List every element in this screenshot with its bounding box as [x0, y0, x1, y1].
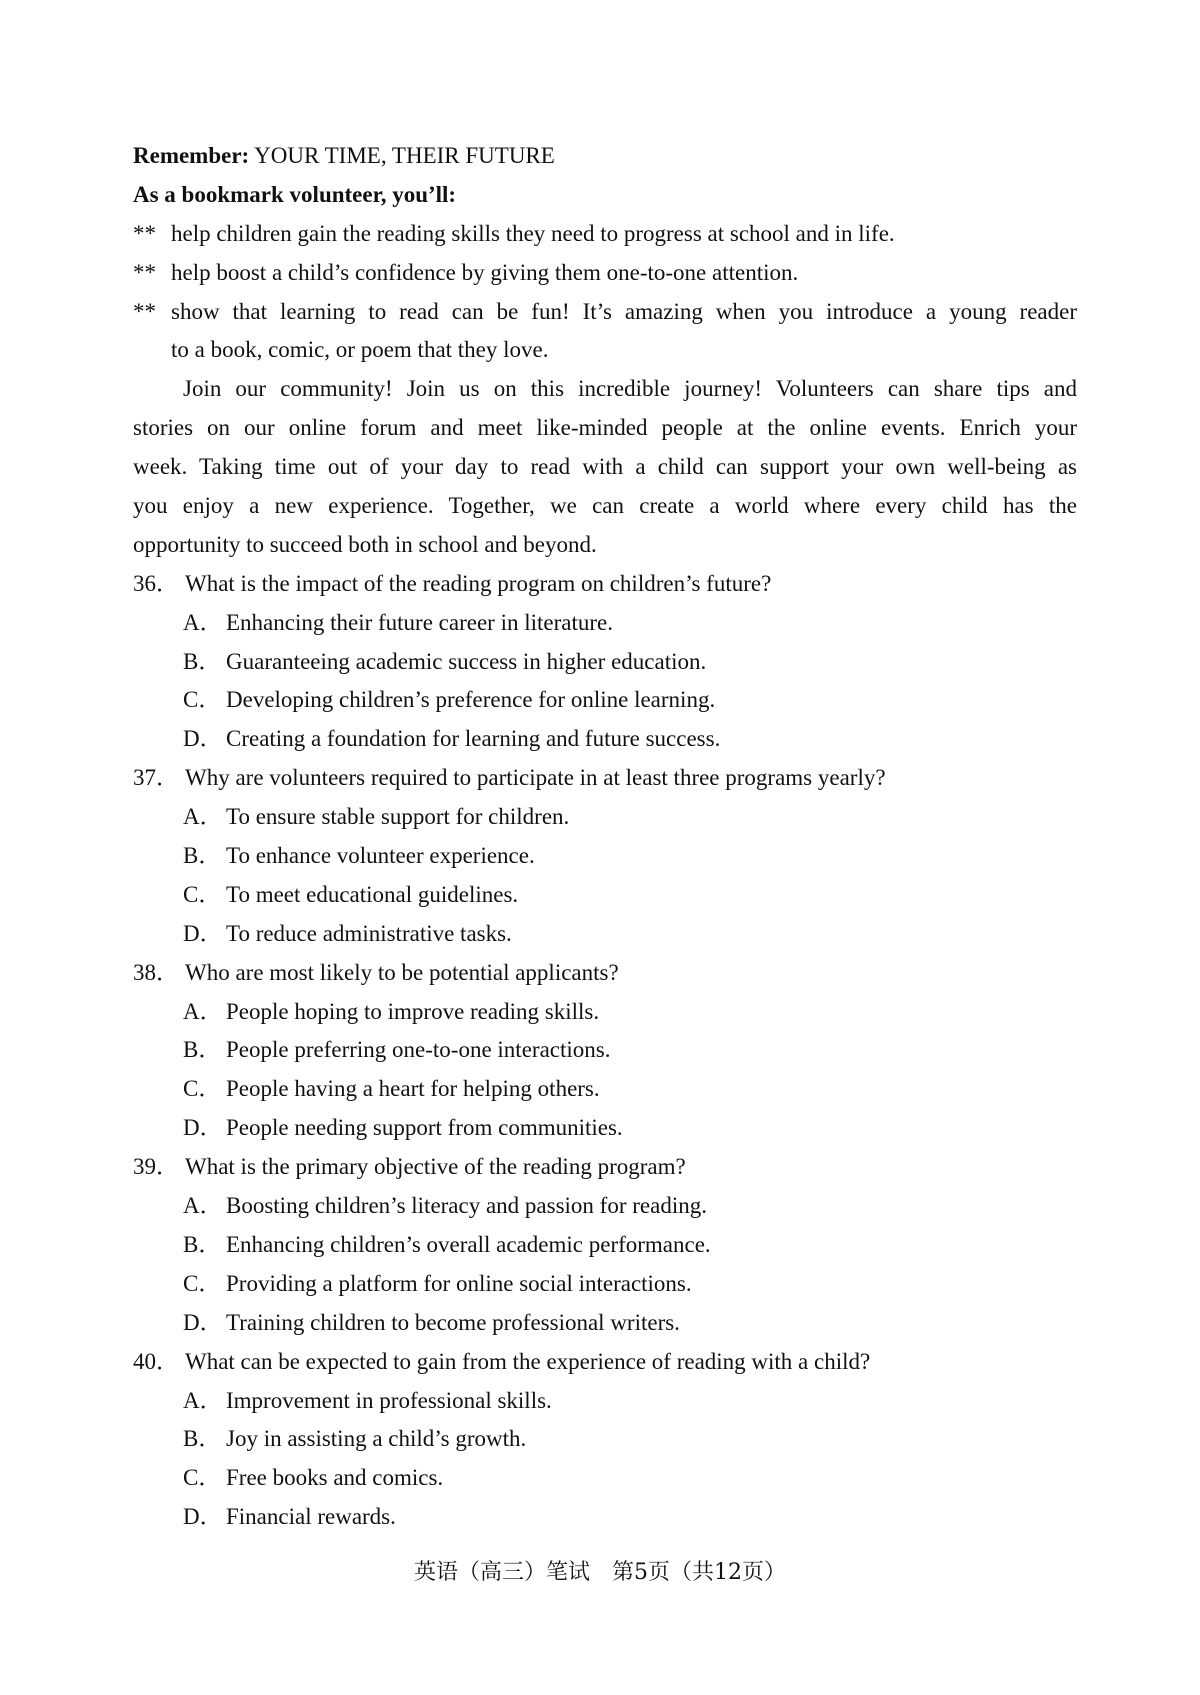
- option-39-b[interactable]: [133, 1226, 1077, 1265]
- option-letter: A．: [183, 609, 223, 635]
- option-37-a[interactable]: [133, 798, 1077, 837]
- option-letter: D．: [183, 1504, 223, 1530]
- option-letter: D．: [183, 1115, 223, 1141]
- question-number: 36．: [133, 570, 179, 596]
- question-text: Who are most likely to be potential applicants?: [185, 959, 619, 985]
- option-40-c[interactable]: [133, 1459, 1077, 1498]
- option-36-c[interactable]: [133, 681, 1077, 720]
- remember-label: Remember:: [133, 143, 250, 168]
- option-text: Financial rewards.: [226, 1504, 396, 1530]
- option-text: People needing support from communities.: [226, 1115, 623, 1141]
- option-letter: B．: [183, 1037, 222, 1063]
- option-letter: B．: [183, 648, 222, 674]
- option-text: Improvement in professional skills.: [226, 1387, 552, 1413]
- option-40-b[interactable]: [133, 1420, 1077, 1459]
- option-letter: D．: [183, 920, 223, 946]
- option-text: People hoping to improve reading skills.: [226, 998, 600, 1024]
- option-39-c[interactable]: [133, 1265, 1077, 1304]
- option-text: To ensure stable support for children.: [226, 804, 570, 830]
- paragraph-line: week. Taking time out of your day to read with a child can support your own well-being as: [133, 454, 1077, 480]
- bullet-text: help boost a child’s confidence by giving them one-to-one attention.: [171, 259, 799, 285]
- option-letter: C．: [183, 881, 222, 907]
- option-letter: C．: [183, 687, 222, 713]
- question-text: What is the impact of the reading program on children’s future?: [185, 570, 772, 596]
- option-text: Enhancing children’s overall academic performance.: [226, 1231, 711, 1257]
- page-content: [133, 137, 1077, 1537]
- bullet-continuation: to a book, comic, or poem that they love.: [171, 337, 549, 363]
- option-37-b[interactable]: [133, 837, 1077, 876]
- question-36: [133, 565, 1077, 604]
- option-36-b[interactable]: [133, 643, 1077, 682]
- option-text: Providing a platform for online social interactions.: [226, 1270, 692, 1296]
- bullet-mark: **: [133, 259, 156, 285]
- bullet-item: [133, 254, 1077, 293]
- page-footer: 英语（高三）笔试 第5页（共12页）: [414, 1560, 786, 1585]
- option-36-a[interactable]: [133, 604, 1077, 643]
- option-letter: A．: [183, 1193, 223, 1219]
- option-36-d[interactable]: [133, 720, 1077, 759]
- option-text: People having a heart for helping others.: [226, 1076, 600, 1102]
- option-letter: B．: [183, 843, 222, 869]
- paragraph-line: Join our community! Join us on this incredible journey! Volunteers can share tips and: [183, 376, 1077, 402]
- option-letter: C．: [183, 1270, 222, 1296]
- option-letter: D．: [183, 726, 223, 752]
- bullet-text: show that learning to read can be fun! It’s amazing when you introduce a young reader: [171, 298, 1077, 324]
- question-number: 40．: [133, 1348, 179, 1374]
- remember-text: YOUR TIME, THEIR FUTURE: [249, 143, 555, 168]
- question-number: 38．: [133, 959, 179, 985]
- bullet-item: [133, 293, 1077, 332]
- option-text: Creating a foundation for learning and future success.: [226, 726, 721, 752]
- option-39-a[interactable]: [133, 1187, 1077, 1226]
- question-text: Why are volunteers required to participate in at least three programs yearly?: [185, 765, 886, 791]
- question-40: [133, 1343, 1077, 1382]
- option-letter: C．: [183, 1076, 222, 1102]
- option-letter: A．: [183, 1387, 223, 1413]
- question-number: 37．: [133, 765, 179, 791]
- option-38-d[interactable]: [133, 1109, 1077, 1148]
- option-text: Free books and comics.: [226, 1465, 444, 1491]
- option-text: Joy in assisting a child’s growth.: [226, 1426, 527, 1452]
- option-text: To enhance volunteer experience.: [226, 843, 535, 869]
- option-38-b[interactable]: [133, 1031, 1077, 1070]
- option-37-d[interactable]: [133, 915, 1077, 954]
- bullet-text: help children gain the reading skills they need to progress at school and in life.: [171, 220, 895, 246]
- option-40-a[interactable]: [133, 1382, 1077, 1421]
- option-letter: B．: [183, 1426, 222, 1452]
- option-40-d[interactable]: [133, 1498, 1077, 1537]
- option-text: Developing children’s preference for online learning.: [226, 687, 716, 713]
- option-letter: C．: [183, 1465, 222, 1491]
- option-letter: D．: [183, 1309, 223, 1335]
- bullet-mark: **: [133, 220, 156, 246]
- bullet-mark: **: [133, 298, 156, 324]
- question-text: What is the primary objective of the reading program?: [185, 1154, 686, 1180]
- option-text: Boosting children’s literacy and passion for reading.: [226, 1193, 707, 1219]
- paragraph-line: stories on our online forum and meet like-minded people at the online events. Enrich your: [133, 415, 1077, 441]
- option-letter: A．: [183, 804, 223, 830]
- option-text: People preferring one-to-one interactions.: [226, 1037, 611, 1063]
- option-39-d[interactable]: [133, 1304, 1077, 1343]
- option-letter: A．: [183, 998, 223, 1024]
- paragraph-line: opportunity to succeed both in school and beyond.: [133, 531, 597, 557]
- question-number: 39．: [133, 1154, 179, 1180]
- remember-line: [133, 137, 1077, 176]
- option-letter: B．: [183, 1231, 222, 1257]
- question-37: [133, 759, 1077, 798]
- option-37-c[interactable]: [133, 876, 1077, 915]
- option-38-a[interactable]: [133, 993, 1077, 1032]
- paragraph-line: you enjoy a new experience. Together, we can create a world where every child has the: [133, 493, 1077, 519]
- option-text: Guaranteeing academic success in higher education.: [226, 648, 707, 674]
- bullet-item: [133, 215, 1077, 254]
- option-38-c[interactable]: [133, 1070, 1077, 1109]
- volunteer-heading: As a bookmark volunteer, you’ll:: [133, 181, 457, 207]
- option-text: Training children to become professional writers.: [226, 1309, 680, 1335]
- question-text: What can be expected to gain from the experience of reading with a child?: [185, 1348, 871, 1374]
- question-39: [133, 1148, 1077, 1187]
- option-text: To meet educational guidelines.: [226, 881, 519, 907]
- option-text: To reduce administrative tasks.: [226, 920, 512, 946]
- option-text: Enhancing their future career in literature.: [226, 609, 613, 635]
- question-38: [133, 954, 1077, 993]
